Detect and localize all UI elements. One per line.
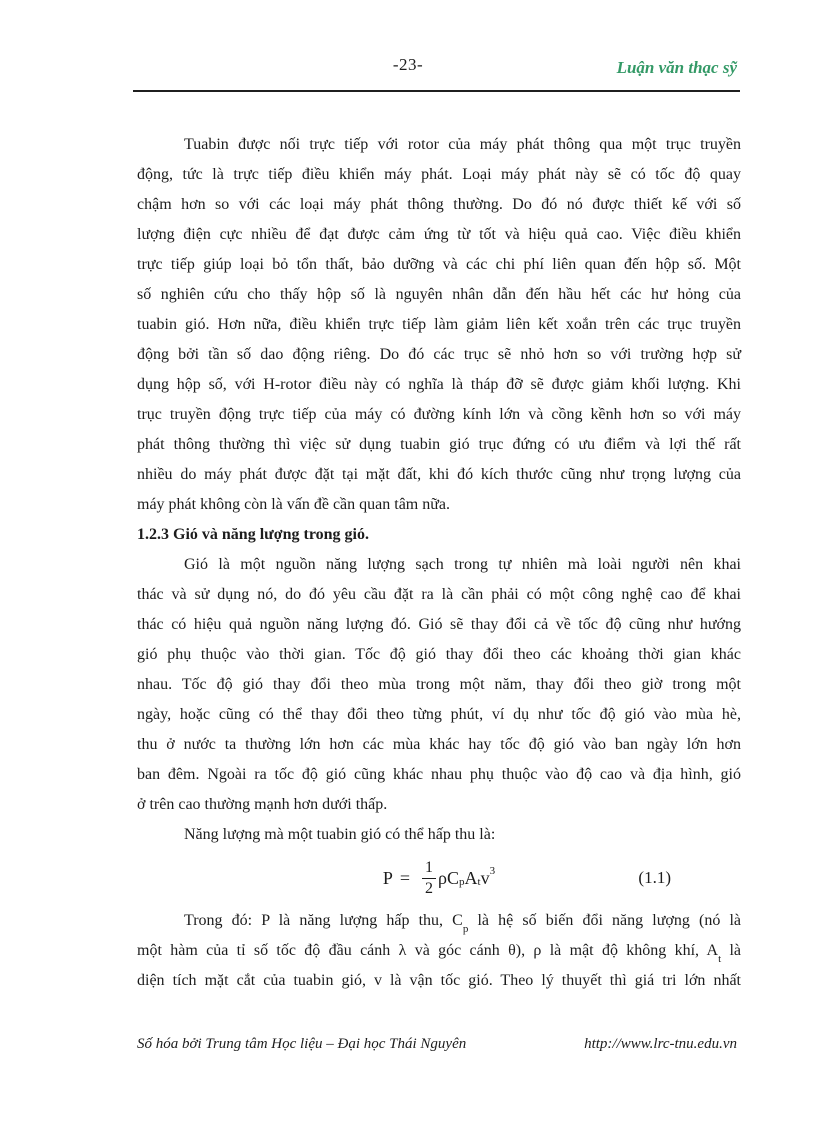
section-heading: 1.2.3 Gió và năng lượng trong gió. [137, 526, 369, 543]
text-line: nhau. Tốc độ gió thay đổi theo mùa trong một năm, thay đổi theo giờ trong một [137, 676, 741, 693]
page-body [137, 130, 741, 996]
text-line [137, 906, 741, 936]
text-line: thác và sử dụng nó, do đó yêu cầu đặt ra là cần phải có một công nghệ cao để khai [137, 586, 741, 603]
footer-url: http://www.lrc-tnu.edu.vn [584, 1036, 737, 1052]
formula-exponent: 3 [489, 865, 496, 877]
text-line: lượng điện cực nhiều để đạt được cảm ứng từ tốt và hiệu quả cao. Việc điều khiển [137, 226, 741, 243]
text-line: thu ở nước ta thường lớn hơn các mùa khác hay tốc độ gió vào ban ngày lớn hơn [137, 736, 741, 753]
formula-subscript-p: p [459, 876, 465, 888]
subscript-p: p [462, 923, 469, 936]
formula-a: A [464, 867, 478, 888]
text-line: Tuabin được nối trực tiếp với rotor của máy phát thông qua một trục truyền [184, 136, 741, 153]
formula-fraction [422, 859, 436, 897]
text-line: động, tức là trực tiếp điều khiển máy phát. Loại máy phát này sẽ có tốc độ quay [137, 166, 741, 183]
text-line: trực tiếp giúp loại bỏ tổn thất, bảo dưỡng và các chi phí liên quan đến hộp số. Một [137, 256, 741, 273]
text-line: chậm hơn so với các loại máy phát thông thường. Do đó nó được thiết kế với số [137, 196, 741, 213]
text-line: động bởi tần số dao động riêng. Do đó các trục sẽ nhỏ hơn so với trường hợp sử [137, 346, 741, 363]
text-line: số nghiên cứu cho thấy hộp số là nguyên nhân dẫn đến hầu hết các hư hỏng của [137, 286, 741, 303]
text-line: Gió là một nguồn năng lượng sạch trong tự nhiên mà loài người nên khai [184, 556, 741, 573]
text-line: ở trên cao thường mạnh hơn dưới thấp. [137, 796, 388, 813]
formula-rho-c: ρC [438, 867, 460, 888]
fraction-numerator: 1 [422, 859, 436, 879]
text-segment: Trong đó: P là năng lượng hấp thu, C [184, 912, 463, 929]
formula-v: v [480, 867, 490, 888]
formula-lead-in: Năng lượng mà một tuabin gió có thể hấp thu là: [184, 826, 496, 843]
text-line [137, 936, 741, 966]
paragraph-3 [137, 906, 741, 996]
equation-number: (1.1) [638, 868, 671, 887]
text-segment: là [721, 942, 742, 959]
subscript-t: t [718, 953, 722, 966]
text-line: trục truyền động trực tiếp của máy có đường kính lớn và cồng kềnh hơn so với máy [137, 406, 741, 423]
formula-equals: = [399, 867, 411, 888]
text-line: ban đêm. Ngoài ra tốc độ gió cũng khác nhau phụ thuộc vào độ cao và địa hình, gió [137, 766, 741, 783]
header-page-number: -23- [392, 55, 424, 74]
paragraph-1 [137, 130, 741, 520]
formula-lhs: P [382, 867, 393, 888]
text-line: nhiều do máy phát được đặt tại mặt đất, khi đó kích thước cũng như trọng lượng của [137, 466, 741, 483]
footer-digitized-by: Số hóa bởi Trung tâm Học liệu – Đại học Thái Nguyên [137, 1036, 467, 1052]
fraction-denominator: 2 [425, 879, 434, 897]
text-line: phát thông thường thì việc sử dụng tuabin gió trục đứng có ưu điểm và lợi thế rất [137, 436, 741, 453]
paragraph-2 [137, 550, 741, 820]
text-line: gió phụ thuộc vào thời gian. Tốc độ gió thay đổi theo các khoảng thời gian khác [137, 646, 741, 663]
header-rule [133, 90, 740, 92]
text-line: thác có hiệu quả nguồn năng lượng đó. Gió sẽ thay đổi cả về tốc độ cũng như hướng [137, 616, 741, 633]
text-line: tuabin gió. Hơn nữa, điều khiển trực tiếp làm giảm liên kết xoắn trên các trục truyền [137, 316, 741, 333]
text-segment: là hệ số biến đổi năng lượng (nó là [468, 912, 742, 929]
text-line: ngày, hoặc cũng có thể thay đổi theo từng phút, ví dụ như tốc độ gió vào mùa hè, [137, 706, 741, 723]
equation-1-1 [137, 850, 741, 906]
formula-subscript-t: t [477, 876, 481, 888]
header-thesis-label: Luận văn thạc sỹ [616, 58, 737, 77]
text-line: dụng hộp số, với H-rotor điều này có nghĩa là tháp đỡ sẽ được giảm khối lượng. Khi [137, 376, 741, 393]
text-line: diện tích mặt cắt của tuabin gió, v là vận tốc gió. Theo lý thuyết thì giá tri lớn nhất [137, 972, 741, 989]
text-segment: một hàm của tỉ số tốc độ đầu cánh λ và góc cánh θ), ρ là mật độ không khí, A [137, 942, 719, 959]
text-line: máy phát không còn là vấn đề cần quan tâm nữa. [137, 496, 451, 513]
